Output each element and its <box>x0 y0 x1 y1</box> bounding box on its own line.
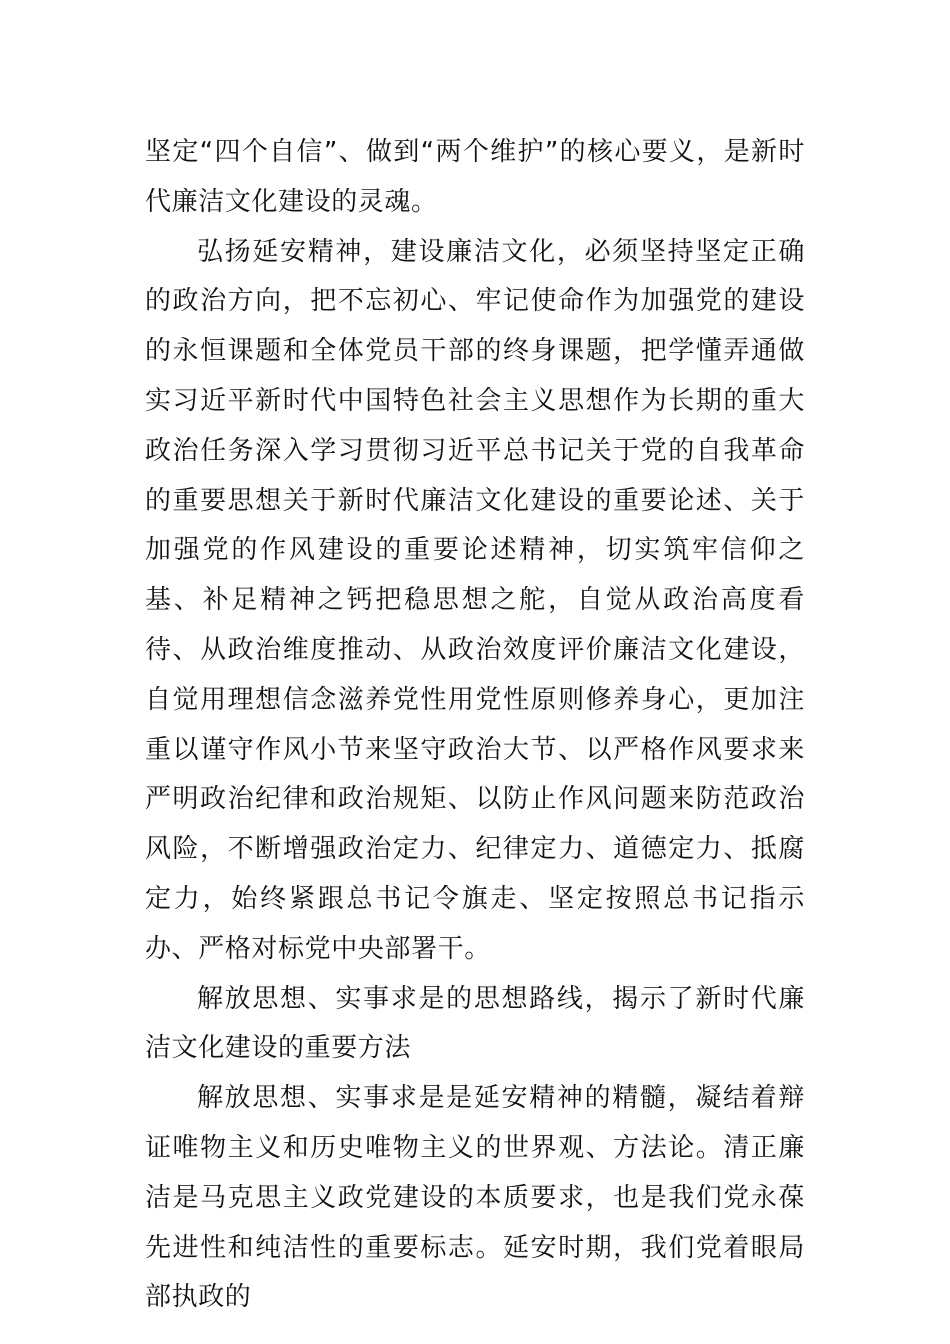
document-body <box>145 128 805 1323</box>
section-heading-thought-line: 解放思想、实事求是的思想路线，揭示了新时代廉洁文化建设的重要方法 <box>145 983 805 1064</box>
paragraph-seeking-truth: 解放思想、实事求是是延安精神的精髓，凝结着辩证唯物主义和历史唯物主义的世界观、方法论。清正廉洁是马克思主义政党建设的本质要求，也是我们党永葆先进性和纯洁性的重要标志。延安时期，我们党着眼局部执政的 <box>145 1083 805 1313</box>
paragraph-continuation: 坚定“四个自信”、做到“两个维护”的核心要义，是新时代廉洁文化建设的灵魂。 <box>145 137 805 217</box>
paragraph-political-direction: 弘扬延安精神，建设廉洁文化，必须坚持坚定正确的政治方向，把不忘初心、牢记使命作为加强党的建设的永恒课题和全体党员干部的终身课题，把学懂弄通做实习近平新时代中国特色社会主义思想作为长期的重大政治任务深入学习贯彻习近平总书记关于党的自我革命的重要思想关于新时代廉洁文化建设的重要论述、关于加强党的作风建设的重要论述精神，切实筑牢信仰之基、补足精神之钙把稳思想之舵，自觉从政治高度看待、从政治维度推动、从政治效度评价廉洁文化建设，自觉用理想信念滋养党性用党性原则修养身心，更加注重以谨守作风小节来坚守政治大节、以严格作风要求来严明政治纪律和政治规矩、以防止作风问题来防范政治风险，不断增强政治定力、纪律定力、道德定力、抵腐定力，始终紧跟总书记令旗走、坚定按照总书记指示办、严格对标党中央部署干。 <box>145 236 805 964</box>
